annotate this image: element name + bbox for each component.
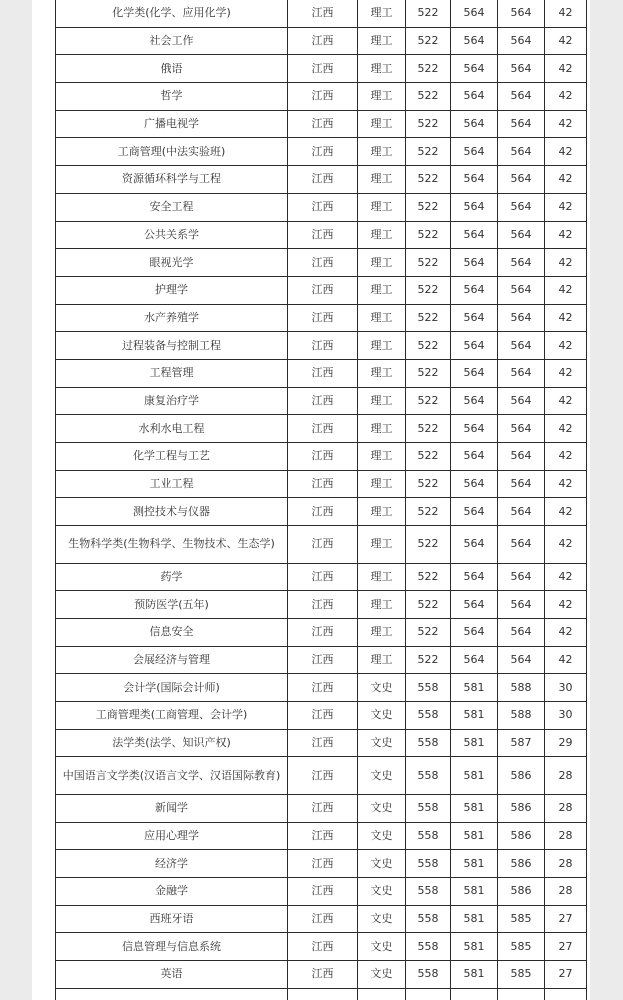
category-cell: 理工 [358, 276, 406, 304]
score-cell-1: 522 [406, 55, 451, 83]
category-cell: 理工 [358, 249, 406, 277]
major-cell: 护理学 [56, 276, 288, 304]
score-cell-2: 581 [451, 961, 498, 989]
major-cell: 工业工程 [56, 470, 288, 498]
score-cell-1: 522 [406, 221, 451, 249]
province-cell: 江西 [288, 359, 358, 387]
score-cell-2: 564 [451, 138, 498, 166]
score-cell-4: 28 [545, 822, 587, 850]
major-cell [56, 988, 288, 1000]
category-cell: 文史 [358, 877, 406, 905]
major-cell: 法学类(法学、知识产权) [56, 729, 288, 757]
score-cell-4: 42 [545, 498, 587, 526]
score-cell-1: 522 [406, 249, 451, 277]
score-cell-4: 42 [545, 526, 587, 564]
province-cell: 江西 [288, 166, 358, 194]
major-cell: 预防医学(五年) [56, 591, 288, 619]
score-cell-1: 522 [406, 359, 451, 387]
score-cell-1: 522 [406, 415, 451, 443]
table-body [56, 0, 587, 1000]
province-cell: 江西 [288, 193, 358, 221]
category-cell: 理工 [358, 618, 406, 646]
province-cell: 江西 [288, 470, 358, 498]
score-cell-3: 564 [498, 470, 545, 498]
major-cell: 过程装备与控制工程 [56, 332, 288, 360]
table-row [56, 498, 587, 526]
major-cell: 化学类(化学、应用化学) [56, 0, 288, 27]
major-cell: 应用心理学 [56, 822, 288, 850]
province-cell: 江西 [288, 0, 358, 27]
major-cell: 经济学 [56, 850, 288, 878]
province-cell: 江西 [288, 249, 358, 277]
category-cell: 理工 [358, 498, 406, 526]
score-cell-3: 564 [498, 276, 545, 304]
table-row [56, 563, 587, 591]
major-cell: 药学 [56, 563, 288, 591]
table-row [56, 470, 587, 498]
category-cell: 文史 [358, 933, 406, 961]
province-cell: 江西 [288, 877, 358, 905]
table-row [56, 387, 587, 415]
major-cell: 信息管理与信息系统 [56, 933, 288, 961]
score-cell-1: 522 [406, 443, 451, 471]
score-cell-4: 27 [545, 961, 587, 989]
province-cell: 江西 [288, 443, 358, 471]
major-cell: 眼视光学 [56, 249, 288, 277]
score-cell-4: 27 [545, 905, 587, 933]
table-row [56, 674, 587, 702]
score-cell-2: 564 [451, 27, 498, 55]
score-cell-4: 42 [545, 249, 587, 277]
score-cell-1: 522 [406, 0, 451, 27]
score-cell-3: 564 [498, 332, 545, 360]
score-cell-3: 564 [498, 415, 545, 443]
province-cell [288, 988, 358, 1000]
score-cell-3: 586 [498, 757, 545, 795]
score-cell-4: 30 [545, 674, 587, 702]
province-cell: 江西 [288, 702, 358, 730]
score-cell-2: 564 [451, 55, 498, 83]
score-cell-4: 42 [545, 304, 587, 332]
score-cell-3: 564 [498, 359, 545, 387]
score-cell-2: 564 [451, 470, 498, 498]
major-cell: 生物科学类(生物科学、生物技术、生态学) [56, 526, 288, 564]
major-cell: 工程管理 [56, 359, 288, 387]
score-cell-2: 581 [451, 674, 498, 702]
province-cell: 江西 [288, 822, 358, 850]
score-cell-4: 42 [545, 387, 587, 415]
score-cell-2: 564 [451, 304, 498, 332]
major-cell: 康复治疗学 [56, 387, 288, 415]
score-cell-3: 564 [498, 304, 545, 332]
score-cell-4: 42 [545, 83, 587, 111]
score-cell-1: 558 [406, 877, 451, 905]
major-cell: 工商管理(中法实验班) [56, 138, 288, 166]
major-cell: 测控技术与仪器 [56, 498, 288, 526]
score-cell-2: 581 [451, 757, 498, 795]
province-cell: 江西 [288, 591, 358, 619]
score-cell-1: 522 [406, 166, 451, 194]
score-cell-4: 28 [545, 794, 587, 822]
score-cell-4: 28 [545, 850, 587, 878]
score-cell-3: 564 [498, 387, 545, 415]
table-row [56, 83, 587, 111]
admission-score-table [55, 0, 587, 1000]
score-cell-4: 42 [545, 443, 587, 471]
category-cell: 理工 [358, 359, 406, 387]
table-row [56, 55, 587, 83]
category-cell: 理工 [358, 443, 406, 471]
major-cell: 社会工作 [56, 27, 288, 55]
score-cell-1: 558 [406, 757, 451, 795]
table-row [56, 757, 587, 795]
table-row [56, 794, 587, 822]
table-row [56, 249, 587, 277]
score-cell-3: 564 [498, 249, 545, 277]
category-cell: 理工 [358, 387, 406, 415]
score-cell-3: 586 [498, 850, 545, 878]
province-cell: 江西 [288, 55, 358, 83]
table-row [56, 618, 587, 646]
table-row [56, 27, 587, 55]
table-row [56, 415, 587, 443]
score-cell-2: 564 [451, 83, 498, 111]
province-cell: 江西 [288, 27, 358, 55]
score-cell-2: 564 [451, 0, 498, 27]
table-row [56, 304, 587, 332]
score-cell-3: 564 [498, 55, 545, 83]
score-cell-2: 581 [451, 850, 498, 878]
province-cell: 江西 [288, 526, 358, 564]
category-cell: 文史 [358, 961, 406, 989]
score-cell-1: 522 [406, 138, 451, 166]
score-cell-2: 564 [451, 563, 498, 591]
score-cell-3: 564 [498, 193, 545, 221]
score-cell-2: 564 [451, 646, 498, 674]
score-cell-4: 42 [545, 563, 587, 591]
score-cell-1: 522 [406, 276, 451, 304]
major-cell: 安全工程 [56, 193, 288, 221]
score-cell-2: 581 [451, 822, 498, 850]
score-cell-1: 558 [406, 794, 451, 822]
score-cell-1: 558 [406, 850, 451, 878]
category-cell: 理工 [358, 0, 406, 27]
category-cell: 文史 [358, 794, 406, 822]
score-cell-1: 522 [406, 83, 451, 111]
score-cell-3: 564 [498, 443, 545, 471]
major-cell: 哲学 [56, 83, 288, 111]
province-cell: 江西 [288, 757, 358, 795]
score-cell-4: 42 [545, 138, 587, 166]
score-cell-3: 585 [498, 905, 545, 933]
province-cell: 江西 [288, 332, 358, 360]
score-cell-1: 522 [406, 618, 451, 646]
category-cell: 理工 [358, 470, 406, 498]
category-cell: 文史 [358, 905, 406, 933]
table-row [56, 877, 587, 905]
category-cell: 理工 [358, 27, 406, 55]
major-cell: 化学工程与工艺 [56, 443, 288, 471]
table-row [56, 729, 587, 757]
score-cell-4: 42 [545, 618, 587, 646]
score-cell-1: 522 [406, 591, 451, 619]
score-cell-4: 42 [545, 0, 587, 27]
major-cell: 资源循环科学与工程 [56, 166, 288, 194]
score-cell-3: 586 [498, 877, 545, 905]
table-row [56, 526, 587, 564]
score-cell-4: 42 [545, 193, 587, 221]
score-cell-3: 564 [498, 27, 545, 55]
score-cell-4: 42 [545, 221, 587, 249]
major-cell: 新闻学 [56, 794, 288, 822]
score-cell-2: 564 [451, 276, 498, 304]
province-cell: 江西 [288, 110, 358, 138]
score-cell-3: 585 [498, 933, 545, 961]
score-cell-4 [545, 988, 587, 1000]
table-row [56, 933, 587, 961]
score-cell-1 [406, 988, 451, 1000]
major-cell: 水产养殖学 [56, 304, 288, 332]
category-cell: 文史 [358, 674, 406, 702]
major-cell: 广播电视学 [56, 110, 288, 138]
major-cell: 俄语 [56, 55, 288, 83]
province-cell: 江西 [288, 276, 358, 304]
province-cell: 江西 [288, 138, 358, 166]
category-cell: 理工 [358, 138, 406, 166]
score-cell-4: 42 [545, 55, 587, 83]
category-cell: 文史 [358, 822, 406, 850]
score-cell-4: 42 [545, 276, 587, 304]
category-cell: 文史 [358, 702, 406, 730]
score-cell-2: 564 [451, 110, 498, 138]
category-cell: 理工 [358, 563, 406, 591]
category-cell: 理工 [358, 415, 406, 443]
major-cell: 水利水电工程 [56, 415, 288, 443]
score-cell-1: 558 [406, 674, 451, 702]
score-cell-2: 564 [451, 359, 498, 387]
province-cell: 江西 [288, 674, 358, 702]
province-cell: 江西 [288, 961, 358, 989]
score-cell-2: 581 [451, 877, 498, 905]
province-cell: 江西 [288, 618, 358, 646]
table-row [56, 961, 587, 989]
score-cell-1: 522 [406, 563, 451, 591]
score-cell-4: 42 [545, 646, 587, 674]
score-cell-4: 42 [545, 332, 587, 360]
score-cell-4: 27 [545, 933, 587, 961]
score-cell-3: 564 [498, 591, 545, 619]
major-cell: 工商管理类(工商管理、会计学) [56, 702, 288, 730]
score-cell-1: 558 [406, 961, 451, 989]
province-cell: 江西 [288, 498, 358, 526]
table-row [56, 221, 587, 249]
score-cell-4: 29 [545, 729, 587, 757]
category-cell: 理工 [358, 591, 406, 619]
score-cell-4: 42 [545, 359, 587, 387]
table-row [56, 591, 587, 619]
score-cell-3 [498, 988, 545, 1000]
score-cell-3: 564 [498, 0, 545, 27]
score-cell-3: 564 [498, 498, 545, 526]
province-cell: 江西 [288, 415, 358, 443]
table-row [56, 359, 587, 387]
score-cell-3: 564 [498, 83, 545, 111]
score-cell-1: 558 [406, 729, 451, 757]
score-cell-3: 564 [498, 646, 545, 674]
province-cell: 江西 [288, 563, 358, 591]
major-cell: 公共关系学 [56, 221, 288, 249]
score-cell-2: 564 [451, 249, 498, 277]
score-cell-2: 564 [451, 332, 498, 360]
score-cell-4: 42 [545, 470, 587, 498]
province-cell: 江西 [288, 850, 358, 878]
major-cell: 信息安全 [56, 618, 288, 646]
score-cell-1: 558 [406, 702, 451, 730]
table-row [56, 0, 587, 27]
score-cell-1: 522 [406, 193, 451, 221]
category-cell: 文史 [358, 850, 406, 878]
score-cell-2: 564 [451, 443, 498, 471]
category-cell: 理工 [358, 83, 406, 111]
category-cell: 理工 [358, 166, 406, 194]
score-cell-4: 42 [545, 110, 587, 138]
score-cell-1: 522 [406, 304, 451, 332]
category-cell: 理工 [358, 332, 406, 360]
province-cell: 江西 [288, 221, 358, 249]
score-cell-3: 586 [498, 794, 545, 822]
table-row [56, 443, 587, 471]
score-cell-4: 28 [545, 757, 587, 795]
province-cell: 江西 [288, 905, 358, 933]
category-cell: 文史 [358, 757, 406, 795]
score-cell-2: 564 [451, 415, 498, 443]
score-cell-2: 564 [451, 498, 498, 526]
province-cell: 江西 [288, 794, 358, 822]
major-cell: 中国语言文学类(汉语言文学、汉语国际教育) [56, 757, 288, 795]
table-row [56, 110, 587, 138]
score-cell-1: 558 [406, 905, 451, 933]
major-cell: 西班牙语 [56, 905, 288, 933]
table-row [56, 850, 587, 878]
score-cell-1: 522 [406, 498, 451, 526]
score-cell-3: 564 [498, 110, 545, 138]
major-cell: 会计学(国际会计师) [56, 674, 288, 702]
table-row [56, 905, 587, 933]
province-cell: 江西 [288, 387, 358, 415]
score-cell-1: 522 [406, 27, 451, 55]
score-cell-4: 42 [545, 591, 587, 619]
score-cell-3: 586 [498, 822, 545, 850]
table-row [56, 166, 587, 194]
score-cell-1: 522 [406, 110, 451, 138]
major-cell: 金融学 [56, 877, 288, 905]
score-cell-2: 564 [451, 221, 498, 249]
article-page [32, 0, 590, 1000]
score-cell-2: 564 [451, 193, 498, 221]
province-cell: 江西 [288, 646, 358, 674]
score-cell-3: 585 [498, 961, 545, 989]
category-cell: 理工 [358, 193, 406, 221]
score-cell-2: 564 [451, 591, 498, 619]
score-cell-3: 564 [498, 221, 545, 249]
table-row [56, 138, 587, 166]
score-cell-2: 581 [451, 905, 498, 933]
major-cell: 英语 [56, 961, 288, 989]
score-cell-3: 587 [498, 729, 545, 757]
category-cell: 理工 [358, 646, 406, 674]
score-cell-3: 564 [498, 138, 545, 166]
table-row [56, 702, 587, 730]
score-cell-1: 558 [406, 822, 451, 850]
table-row [56, 276, 587, 304]
score-cell-1: 522 [406, 646, 451, 674]
score-cell-2: 581 [451, 933, 498, 961]
score-cell-2: 581 [451, 729, 498, 757]
score-cell-1: 522 [406, 332, 451, 360]
category-cell [358, 988, 406, 1000]
category-cell: 理工 [358, 55, 406, 83]
score-cell-1: 522 [406, 387, 451, 415]
table-row [56, 193, 587, 221]
score-cell-2: 564 [451, 387, 498, 415]
province-cell: 江西 [288, 83, 358, 111]
score-cell-1: 522 [406, 470, 451, 498]
score-cell-2: 581 [451, 702, 498, 730]
category-cell: 理工 [358, 304, 406, 332]
score-cell-2 [451, 988, 498, 1000]
score-cell-4: 42 [545, 27, 587, 55]
score-cell-2: 564 [451, 166, 498, 194]
score-cell-3: 564 [498, 166, 545, 194]
table-row [56, 822, 587, 850]
province-cell: 江西 [288, 729, 358, 757]
score-cell-4: 42 [545, 166, 587, 194]
table-row [56, 646, 587, 674]
table-row [56, 332, 587, 360]
score-cell-4: 30 [545, 702, 587, 730]
score-cell-1: 558 [406, 933, 451, 961]
category-cell: 理工 [358, 221, 406, 249]
score-cell-2: 564 [451, 526, 498, 564]
score-cell-2: 581 [451, 794, 498, 822]
score-cell-4: 28 [545, 877, 587, 905]
category-cell: 理工 [358, 110, 406, 138]
score-cell-3: 588 [498, 674, 545, 702]
table-row [56, 988, 587, 1000]
score-cell-3: 564 [498, 618, 545, 646]
score-cell-3: 564 [498, 526, 545, 564]
score-cell-4: 42 [545, 415, 587, 443]
category-cell: 理工 [358, 526, 406, 564]
score-cell-2: 564 [451, 618, 498, 646]
score-cell-3: 564 [498, 563, 545, 591]
province-cell: 江西 [288, 304, 358, 332]
score-cell-1: 522 [406, 526, 451, 564]
category-cell: 文史 [358, 729, 406, 757]
score-cell-3: 588 [498, 702, 545, 730]
major-cell: 会展经济与管理 [56, 646, 288, 674]
province-cell: 江西 [288, 933, 358, 961]
